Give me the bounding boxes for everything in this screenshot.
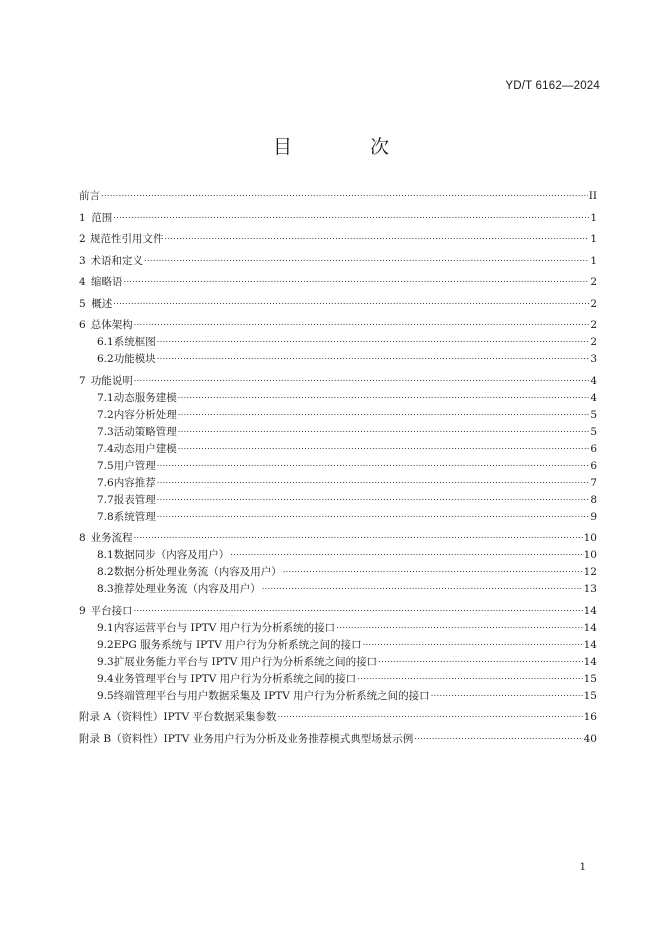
toc-entry-page: 4 (590, 374, 597, 387)
toc-entry-number: 7.6 (97, 476, 114, 489)
toc-entry-number: 7.2 (97, 408, 114, 421)
toc-entry-label: 规范性引用文件 (89, 233, 164, 245)
toc-entry-number: 7.5 (97, 459, 114, 472)
toc-leader-dots (157, 490, 590, 505)
toc-leader-dots (357, 669, 582, 684)
toc-entry[interactable] (97, 619, 597, 635)
document-code: YD/T 6162—2024 (505, 80, 600, 92)
toc-leader-dots (124, 272, 590, 287)
toc-entry[interactable] (97, 440, 597, 456)
toc-entry-label: 终端管理平台与用户数据采集及 IPTV 用户行为分析系统之间的接口 (113, 689, 430, 702)
page-title: 目 次 (272, 136, 426, 158)
toc-leader-dots (101, 186, 588, 201)
toc-entry-label: 活动策略管理 (113, 425, 177, 438)
toc-entry[interactable] (97, 687, 597, 703)
toc-leader-dots (336, 618, 582, 633)
toc-entry-number: 2 (79, 233, 86, 245)
toc-entry-label: 平台接口 (90, 604, 133, 617)
toc-leader-dots (178, 388, 590, 403)
toc-entry-page: 14 (583, 638, 597, 651)
toc-entry-label: 扩展业务能力平台与 IPTV 用户行为分析系统之间的接口 (113, 655, 378, 668)
toc-entry-page: 12 (583, 566, 597, 578)
toc-leader-dots (262, 579, 583, 594)
toc-entry-number: 7.8 (97, 510, 114, 523)
toc-entry[interactable] (79, 602, 597, 618)
toc-entry-label: 附录 A（资料性）IPTV 平台数据采集参数 (79, 711, 277, 723)
toc-entry[interactable] (79, 295, 597, 311)
toc-leader-dots (144, 251, 589, 266)
toc-entry[interactable] (79, 730, 597, 746)
toc-leader-dots (113, 294, 589, 309)
toc-entry-number: 9.1 (97, 621, 114, 634)
toc-entry[interactable] (97, 580, 597, 596)
toc-entry[interactable] (79, 187, 597, 203)
toc-leader-dots (283, 562, 583, 577)
toc-leader-dots (414, 729, 582, 744)
toc-entry[interactable] (79, 708, 597, 724)
toc-leader-dots (378, 652, 582, 667)
toc-entry[interactable] (97, 406, 597, 422)
toc-entry[interactable] (97, 508, 597, 524)
toc-entry-page: 2 (590, 276, 597, 288)
toc-entry-number: 9 (79, 604, 86, 617)
toc-leader-dots (157, 456, 590, 471)
toc-leader-dots (157, 349, 590, 364)
toc-leader-dots (157, 507, 590, 522)
toc-entry-number: 9.2 (97, 638, 114, 651)
toc-entry-label: 总体架构 (90, 319, 133, 331)
toc-entry-page: 1 (590, 211, 597, 224)
toc-entry-label: 概述 (91, 297, 113, 310)
toc-entry-number: 6.1 (97, 336, 114, 348)
toc-entry-number: 8.3 (97, 583, 114, 595)
toc-entry[interactable] (97, 457, 597, 473)
toc-entry-label: 缩略语 (91, 276, 123, 288)
toc-entry-number: 9.5 (97, 689, 114, 702)
toc-entry-label: EPG 服务系统与 IPTV 用户行为分析系统之间的接口 (113, 638, 362, 651)
toc-entry-page: 14 (583, 655, 597, 668)
toc-entry-label: 用户管理 (113, 459, 156, 472)
toc-entry-label: 推荐处理业务流（内容及用户） (113, 583, 261, 595)
toc-leader-dots (157, 473, 590, 488)
toc-entry-number: 7.4 (97, 442, 114, 455)
toc-entry-number: 4 (79, 276, 86, 288)
toc-entry[interactable] (79, 209, 597, 225)
toc-entry-page: 6 (590, 459, 597, 472)
toc-entry-page: 6 (590, 442, 597, 455)
toc-leader-dots (178, 422, 590, 437)
toc-entry-number: 9.3 (97, 655, 114, 668)
toc-leader-dots (164, 229, 589, 244)
toc-entry-label: 报表管理 (113, 493, 156, 506)
toc-entry-number: 7.7 (97, 493, 114, 506)
toc-entry-page: 4 (590, 391, 597, 404)
toc-leader-dots (178, 439, 590, 454)
toc-entry-number: 8.1 (97, 549, 114, 561)
toc-entry-label: 业务管理平台与 IPTV 用户行为分析系统之间的接口 (113, 672, 357, 685)
toc-entry-page: 13 (583, 583, 597, 595)
toc-entry[interactable] (97, 474, 597, 490)
toc-entry[interactable] (97, 670, 597, 686)
toc-entry[interactable] (79, 230, 597, 246)
toc-entry[interactable] (79, 252, 597, 268)
toc-entry-label: 数据分析处理业务流（内容及用户） (113, 566, 282, 578)
toc-leader-dots (134, 315, 590, 330)
toc-leader-dots (278, 707, 583, 722)
toc-entry-page: 9 (590, 510, 597, 523)
toc-entry-label: 业务流程 (90, 532, 133, 544)
toc-leader-dots (431, 686, 583, 701)
toc-entry[interactable] (97, 636, 597, 652)
toc-entry-page: 7 (590, 476, 597, 489)
toc-entry-page: 14 (583, 604, 597, 617)
toc-leader-dots (157, 332, 590, 347)
toc-leader-dots (134, 528, 583, 543)
page-number: 1 (579, 862, 586, 873)
toc-leader-dots (363, 635, 583, 650)
toc-entry-label: 动态服务建模 (113, 391, 177, 404)
toc-entry[interactable] (97, 423, 597, 439)
toc-leader-dots (134, 601, 583, 616)
toc-entry-page: 10 (583, 532, 597, 544)
toc-entry-number: 8 (79, 532, 86, 544)
toc-entry-label: 内容分析处理 (113, 408, 177, 421)
toc-entry[interactable] (97, 333, 597, 349)
toc-entry-page: 1 (590, 233, 597, 245)
toc-entry-page: 1 (590, 254, 597, 267)
toc-entry[interactable] (79, 273, 597, 289)
toc-entry-label: 内容运营平台与 IPTV 用户行为分析系统的接口 (113, 621, 336, 634)
toc-entry[interactable] (97, 563, 597, 579)
toc-entry-label: 附录 B（资料性）IPTV 业务用户行为分析及业务推荐模式典型场景示例 (79, 732, 414, 745)
toc-entry-page: 2 (590, 319, 597, 331)
toc-leader-dots (134, 371, 590, 386)
toc-entry-page: 2 (590, 297, 597, 310)
toc-entry[interactable] (97, 546, 597, 562)
toc-entry-label: 内容推荐 (113, 476, 156, 489)
toc-entry-number: 7.1 (97, 391, 114, 404)
toc-entry-page: II (588, 190, 597, 202)
toc-entry[interactable] (79, 372, 597, 388)
toc-entry-label: 动态用户建模 (113, 442, 177, 455)
toc-entry-label: 系统管理 (113, 510, 156, 523)
toc-entry-number: 7 (79, 374, 86, 387)
toc-leader-dots (113, 208, 589, 223)
toc-entry-page: 16 (583, 711, 597, 723)
toc-entry-number: 6 (79, 319, 86, 331)
toc-entry-page: 5 (590, 408, 597, 421)
toc-entry-label: 数据同步（内容及用户） (113, 549, 230, 561)
toc-entry[interactable] (97, 350, 597, 366)
toc-entry-number: 8.2 (97, 566, 114, 578)
toc-entry[interactable] (97, 653, 597, 669)
toc-entry[interactable] (97, 389, 597, 405)
toc-entry-page: 15 (583, 672, 597, 685)
toc-entry-page: 14 (583, 621, 597, 634)
toc-entry[interactable] (97, 491, 597, 507)
toc-entry-number: 1 (79, 211, 86, 224)
toc-entry-label: 功能说明 (90, 374, 133, 387)
toc-entry-page: 40 (583, 732, 597, 745)
toc-entry-label: 系统框图 (113, 336, 156, 348)
toc-entry-label: 功能模块 (113, 353, 156, 365)
toc-entry[interactable] (79, 529, 597, 545)
toc-leader-dots (178, 405, 590, 420)
toc-entry-page: 15 (583, 689, 597, 702)
toc-entry-page: 2 (590, 336, 597, 348)
toc-entry-page: 3 (590, 353, 597, 365)
toc-entry-label: 术语和定义 (90, 254, 143, 267)
toc-entry-page: 5 (590, 425, 597, 438)
toc-entry-page: 8 (590, 493, 597, 506)
toc-entry-number: 3 (79, 254, 86, 267)
toc-entry-number: 7.3 (97, 425, 114, 438)
toc-entry-page: 10 (583, 549, 597, 561)
toc-entry-number: 6.2 (97, 353, 114, 365)
toc-entry[interactable] (79, 316, 597, 332)
toc-entry-number: 5 (79, 297, 86, 310)
toc-entry-label: 范围 (91, 211, 113, 224)
toc-entry-number: 9.4 (97, 672, 114, 685)
toc-leader-dots (230, 545, 582, 560)
toc-entry-label: 前言 (79, 190, 100, 202)
